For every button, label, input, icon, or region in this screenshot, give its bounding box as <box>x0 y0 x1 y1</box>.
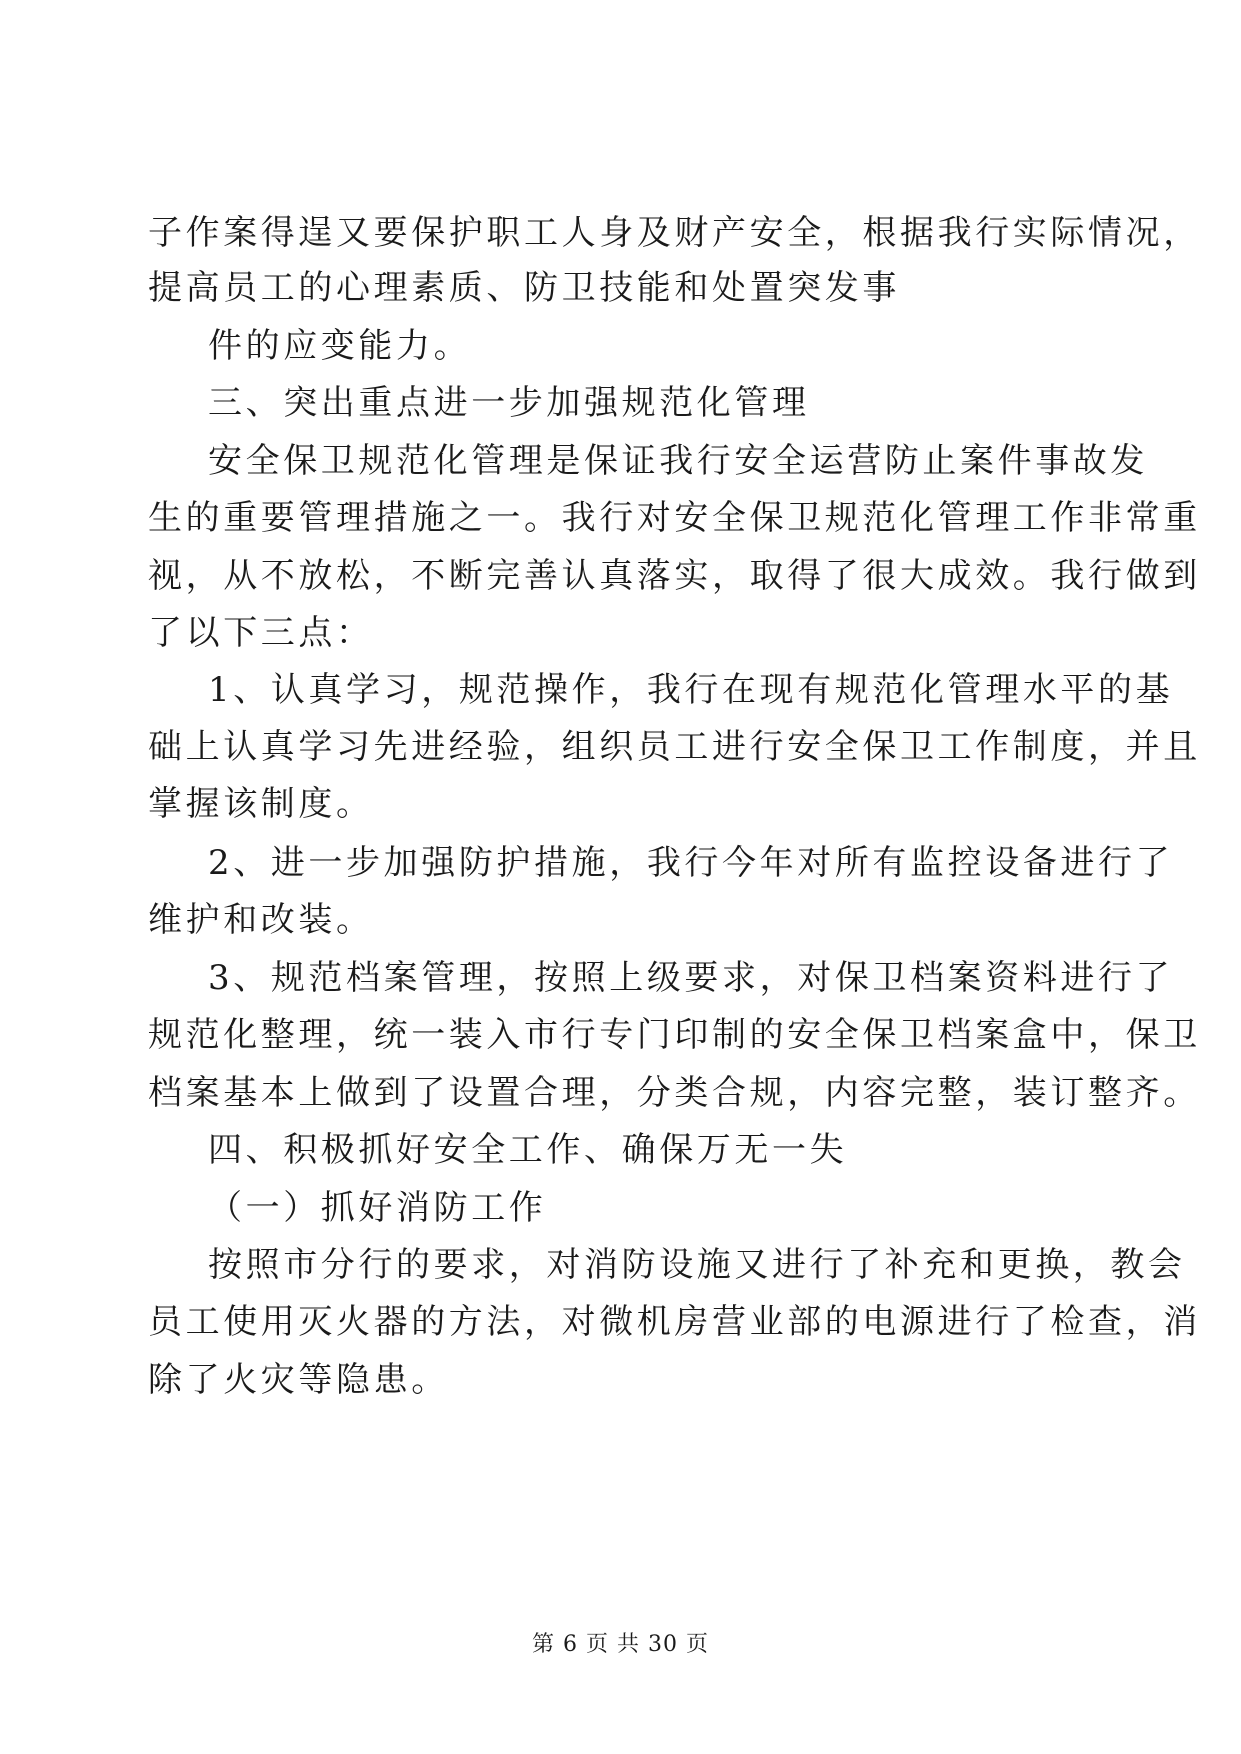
text-line: 维护和改装。 <box>148 900 374 940</box>
text-line: 提高员工的心理素质、防卫技能和处置突发事 <box>148 268 900 308</box>
subsection-heading: （一）抓好消防工作 <box>208 1188 547 1228</box>
text-line: 1、认真学习，规范操作，我行在现有规范化管理水平的基 <box>208 670 1174 710</box>
text-line: 础上认真学习先进经验，组织员工进行安全保卫工作制度，并且 <box>148 727 1201 767</box>
text-line: 视，从不放松，不断完善认真落实，取得了很大成效。我行做到 <box>148 556 1201 596</box>
text-line: 员工使用灭火器的方法，对微机房营业部的电源进行了检查，消 <box>148 1302 1201 1342</box>
text-line: 2、进一步加强防护措施，我行今年对所有监控设备进行了 <box>208 843 1174 883</box>
section-heading: 四、积极抓好安全工作、确保万无一失 <box>208 1130 848 1170</box>
text-line: 了以下三点： <box>148 613 374 653</box>
text-line: 规范化整理，统一装入市行专门印制的安全保卫档案盒中，保卫 <box>148 1015 1201 1055</box>
text-line: 除了火灾等隐患。 <box>148 1360 449 1400</box>
page-number-footer: 第 6 页 共 30 页 <box>532 1632 709 1657</box>
text-line: 按照市分行的要求，对消防设施又进行了补充和更换，教会 <box>208 1245 1186 1285</box>
text-line: 件的应变能力。 <box>208 326 472 366</box>
text-line: 安全保卫规范化管理是保证我行安全运营防止案件事故发 <box>208 441 1148 481</box>
section-heading: 三、突出重点进一步加强规范化管理 <box>208 383 810 423</box>
text-line: 3、规范档案管理，按照上级要求，对保卫档案资料进行了 <box>208 958 1174 998</box>
text-line: 子作案得逞又要保护职工人身及财产安全，根据我行实际情况， <box>148 213 1201 253</box>
text-line: 档案基本上做到了设置合理，分类合规，内容完整，装订整齐。 <box>148 1073 1201 1113</box>
text-line: 掌握该制度。 <box>148 784 374 824</box>
text-line: 生的重要管理措施之一。我行对安全保卫规范化管理工作非常重 <box>148 498 1201 538</box>
